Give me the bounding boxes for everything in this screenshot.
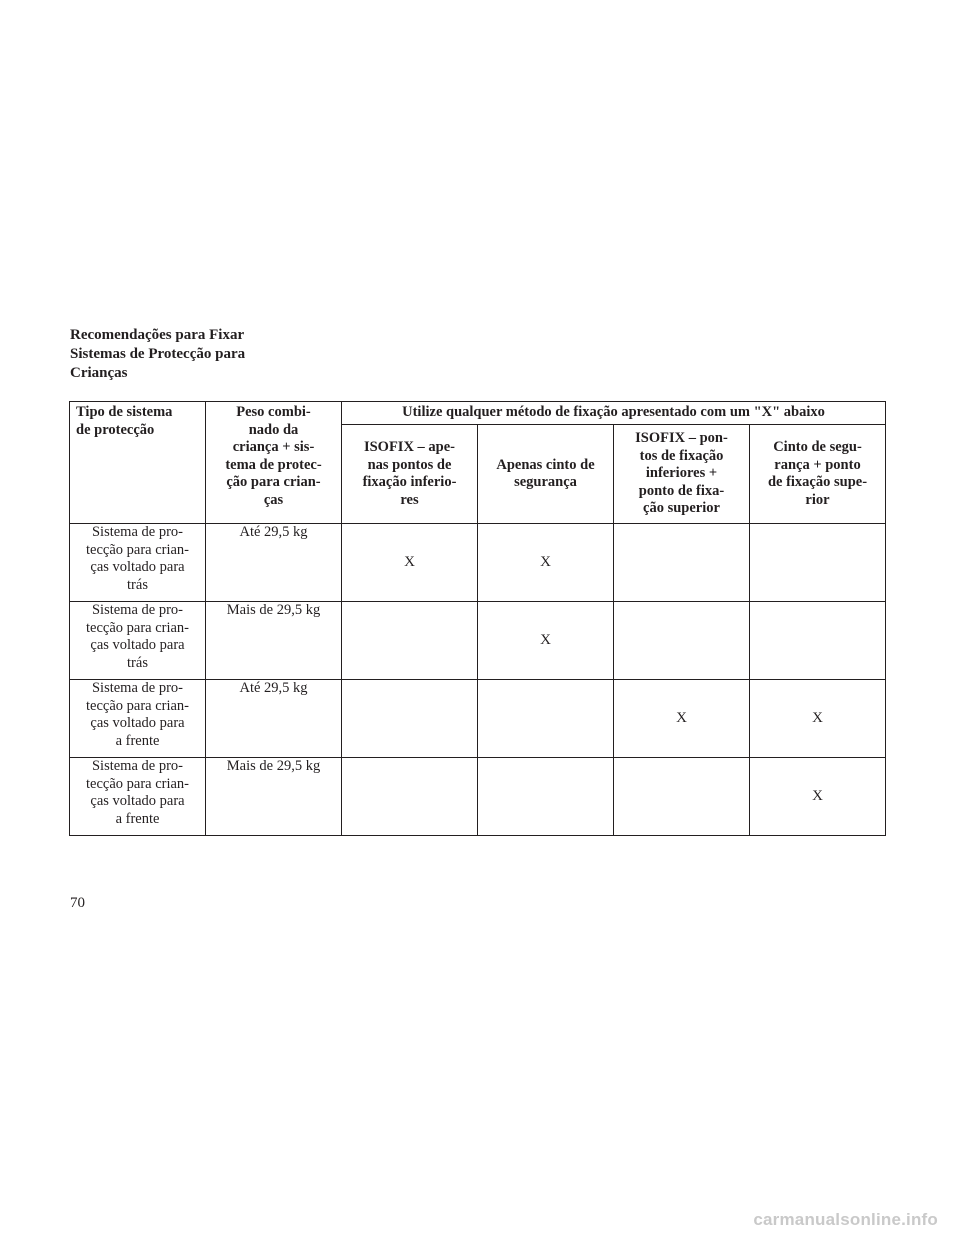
table-row [70, 602, 886, 680]
row-mark-cell [614, 524, 750, 602]
site-watermark: carmanualsonline.info [753, 1210, 938, 1229]
header-method-seatbelt-only: Apenas cinto de segurança [478, 425, 614, 524]
header-method-isofix-lower-top: ISOFIX – pon- tos de fixação inferiores + ponto de fixa- ção superior [614, 425, 750, 524]
row-mark-cell [750, 758, 886, 836]
table-row [70, 524, 886, 602]
table-row [70, 758, 886, 836]
row-mark-cell [478, 602, 614, 680]
row-mark-cell [614, 602, 750, 680]
row-mark-cell [478, 758, 614, 836]
section-heading-line: Sistemas de Protecção para [70, 346, 246, 362]
row-mark-cell [614, 680, 750, 758]
table-row [70, 680, 886, 758]
mark-x: X [404, 553, 415, 570]
row-mark-cell [342, 602, 478, 680]
row-mark-cell [614, 758, 750, 836]
mark-x: X [676, 709, 687, 726]
row-mark-cell [478, 680, 614, 758]
child-restraint-table [69, 401, 886, 836]
section-heading-line: Crianças [70, 365, 128, 381]
row-mark-cell [750, 524, 886, 602]
header-method-seatbelt-top: Cinto de segu- rança + ponto de fixação supe- rior [750, 425, 886, 524]
row-mark-cell [750, 602, 886, 680]
header-combined-weight: Peso combi- nado da criança + sis- tema de protec- ção para crian- ças [206, 402, 342, 524]
row-mark-cell [342, 680, 478, 758]
section-heading [70, 326, 245, 383]
table-header-row [70, 402, 886, 425]
row-restraint-type: Sistema de pro- tecção para crian- ças voltado para trás [70, 524, 206, 602]
mark-x: X [812, 787, 823, 804]
row-mark-cell [750, 680, 886, 758]
row-mark-cell [478, 524, 614, 602]
row-weight: Mais de 29,5 kg [206, 602, 342, 680]
header-method-isofix-lower: ISOFIX – ape- nas pontos de fixação inferio- res [342, 425, 478, 524]
row-mark-cell [342, 758, 478, 836]
header-method-group: Utilize qualquer método de fixação apresentado com um "X" abaixo [342, 402, 886, 425]
page-number: 70 [70, 895, 85, 911]
row-restraint-type: Sistema de pro- tecção para crian- ças voltado para trás [70, 602, 206, 680]
row-weight: Mais de 29,5 kg [206, 758, 342, 836]
row-weight: Até 29,5 kg [206, 524, 342, 602]
row-restraint-type: Sistema de pro- tecção para crian- ças voltado para a frente [70, 680, 206, 758]
row-restraint-type: Sistema de pro- tecção para crian- ças voltado para a frente [70, 758, 206, 836]
header-restraint-type: Tipo de sistema de protecção [70, 402, 206, 524]
section-heading-line: Recomendações para Fixar [70, 327, 245, 343]
mark-x: X [812, 709, 823, 726]
row-weight: Até 29,5 kg [206, 680, 342, 758]
row-mark-cell [342, 524, 478, 602]
mark-x: X [540, 631, 551, 648]
mark-x: X [540, 553, 551, 570]
